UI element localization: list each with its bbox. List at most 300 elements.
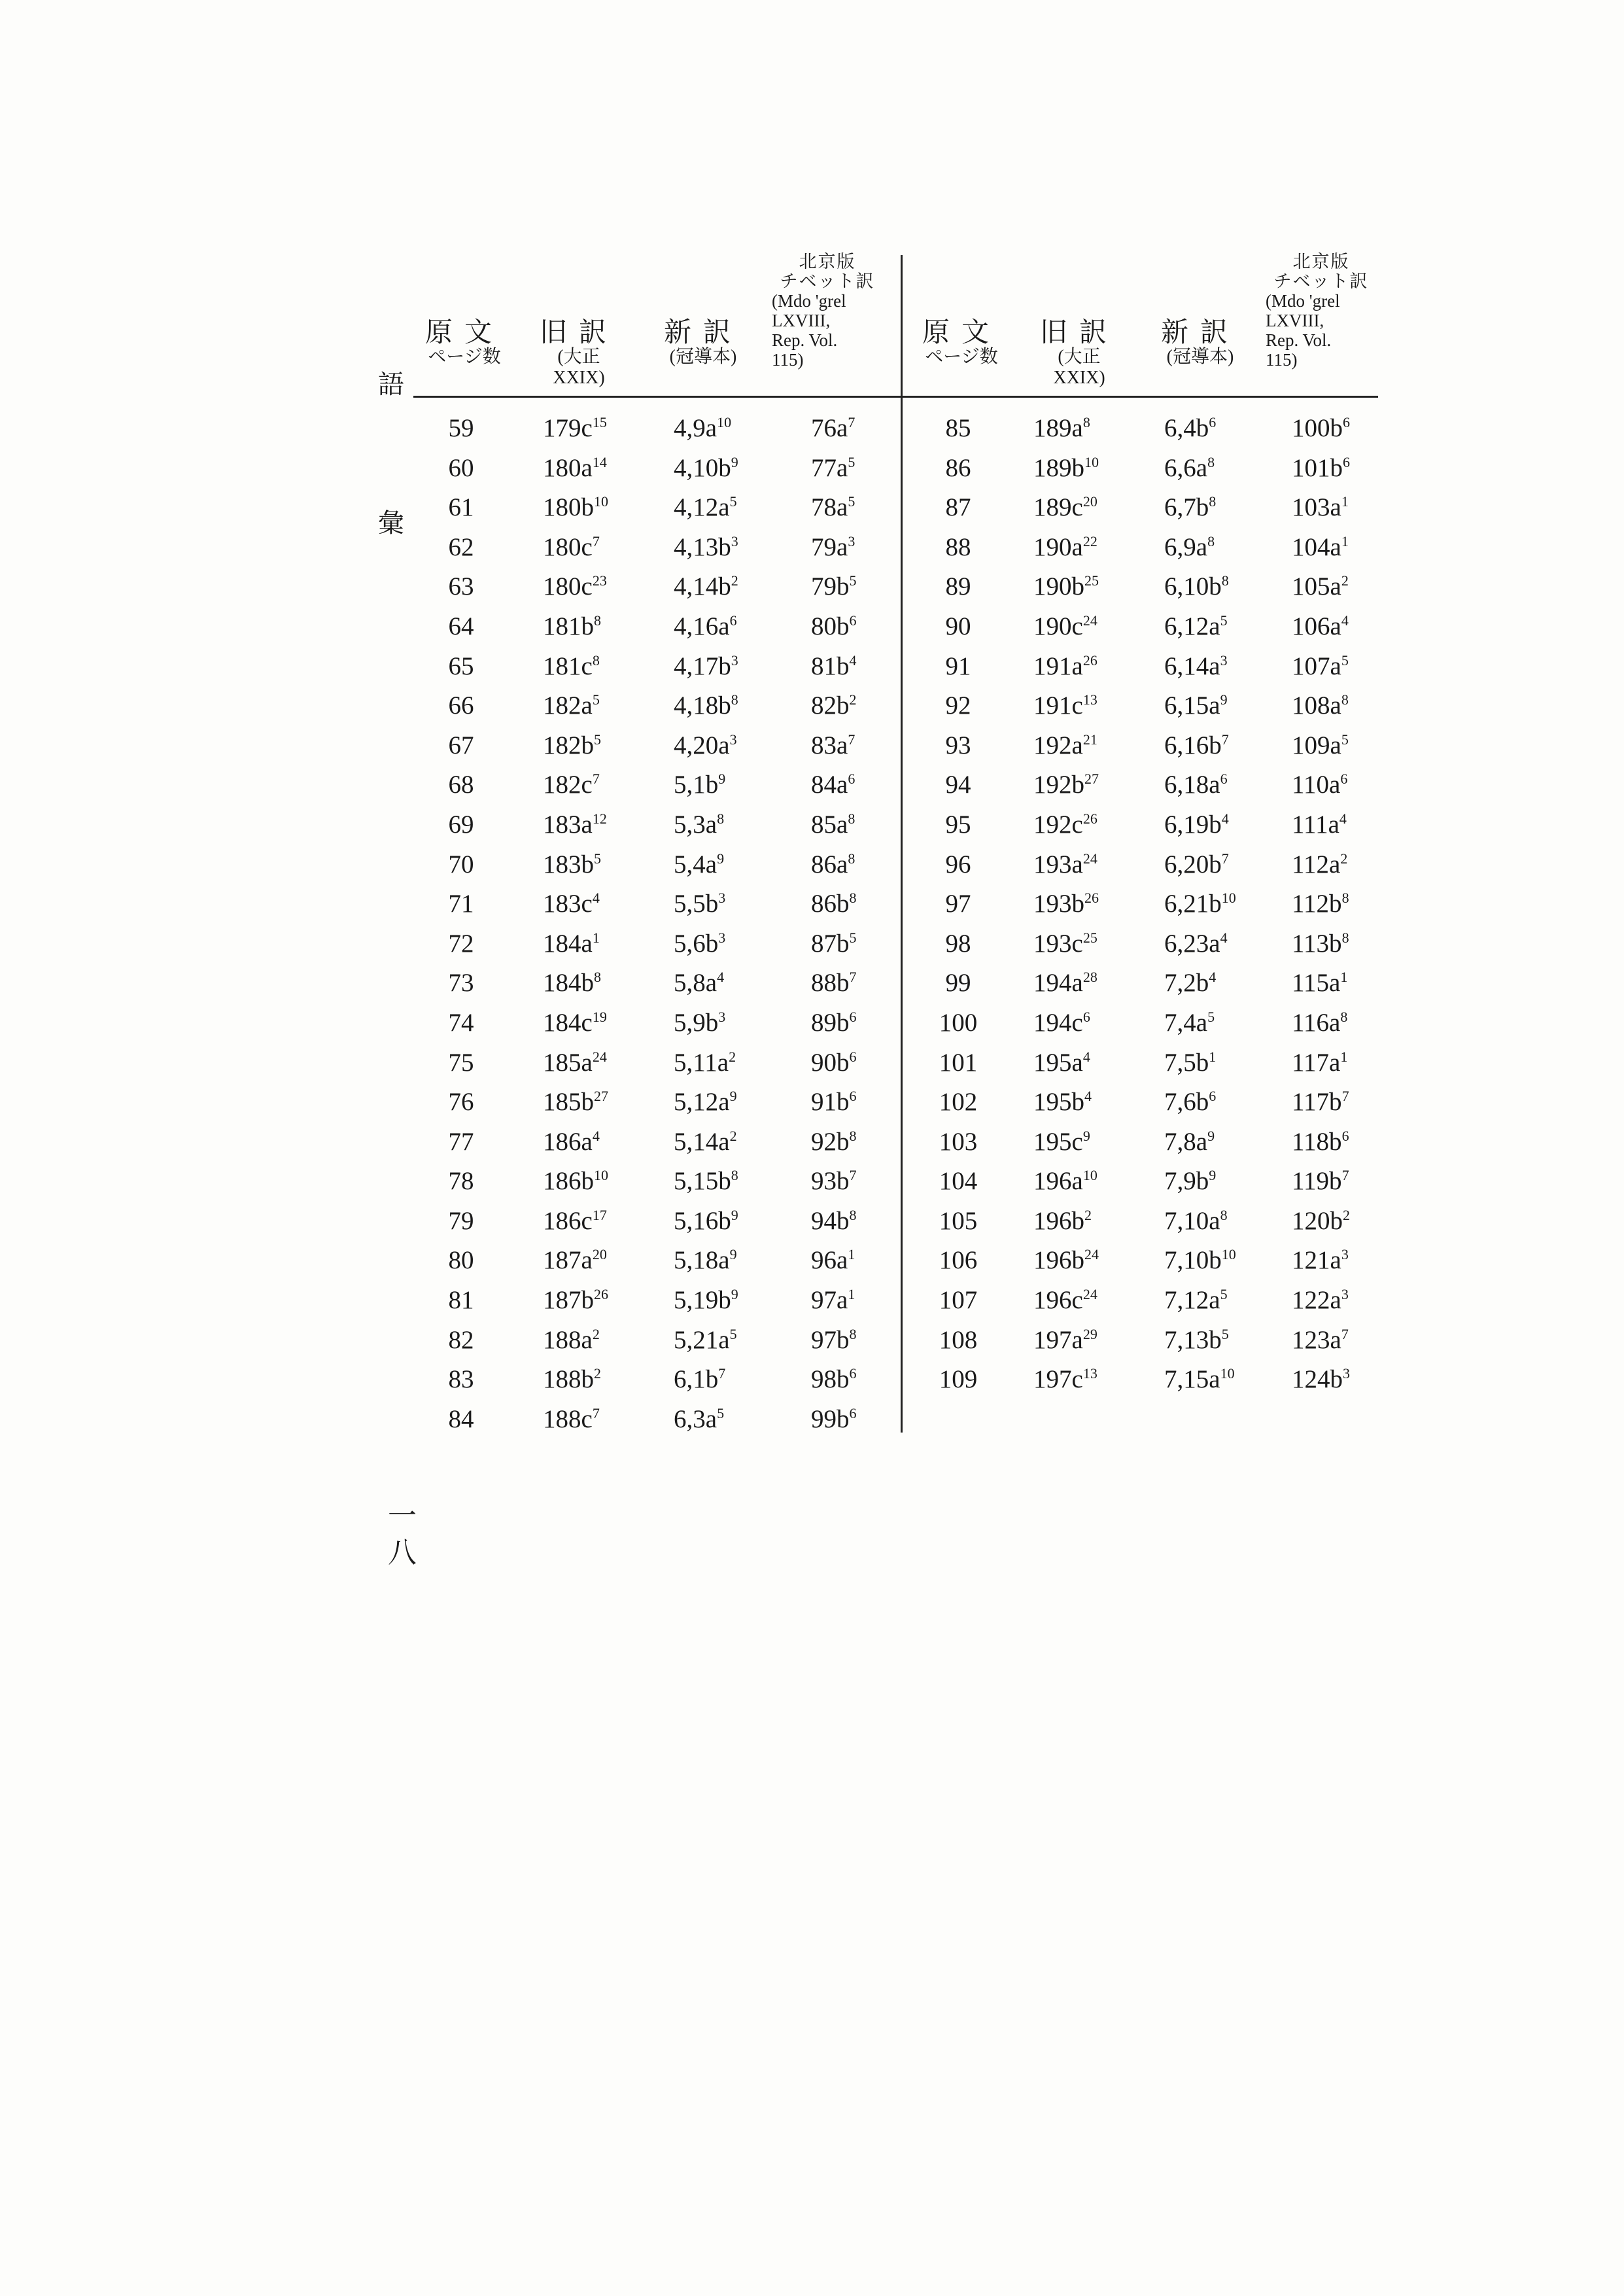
shinyaku-cell: $4,13b^3$ [674, 532, 738, 561]
shinyaku-cell: $7,5b^1$ [1164, 1048, 1217, 1077]
kyuyaku-cell: $195b^4$ [1033, 1088, 1092, 1117]
page-number-cell: 61 [448, 493, 474, 522]
peking-cell: $94b^8$ [811, 1206, 857, 1235]
shinyaku-cell-superscript: 8 [1207, 453, 1215, 470]
peking-cell-superscript: 7 [1341, 1325, 1349, 1342]
shinyaku-cell-superscript: 4 [1220, 929, 1228, 946]
shinyaku-cell-superscript: 2 [729, 1127, 737, 1144]
shinyaku-cell-superscript: 8 [731, 1167, 738, 1184]
peking-cell-superscript: 8 [1341, 929, 1349, 946]
peking-cell: $98b^6$ [811, 1365, 857, 1394]
peking-cell-superscript: 7 [848, 414, 855, 430]
shinyaku-cell: $7,15a^{10}$ [1164, 1365, 1235, 1394]
shinyaku-cell-superscript: 5 [1207, 1008, 1215, 1025]
peking-cell: $105a^2$ [1292, 572, 1349, 601]
shinyaku-cell: $5,6b^3$ [674, 929, 726, 958]
page-number-cell: 105 [939, 1206, 978, 1235]
kyuyaku-cell: $185a^{24}$ [543, 1048, 607, 1077]
header-genbun: 原文 ページ数 [424, 318, 504, 367]
shinyaku-cell-superscript: 6 [729, 612, 737, 629]
peking-cell-superscript: 6 [849, 1365, 857, 1382]
peking-cell-superscript: 2 [1343, 1206, 1350, 1223]
peking-cell-superscript: 7 [849, 1167, 857, 1184]
shinyaku-cell-superscript: 8 [717, 810, 725, 827]
kyuyaku-cell-superscript: 8 [594, 612, 601, 629]
shinyaku-cell: $4,9a^{10}$ [674, 414, 732, 442]
peking-cell: $81b^4$ [811, 652, 857, 680]
shinyaku-cell-superscript: 5 [729, 493, 737, 510]
page-number-cell: 109 [939, 1365, 978, 1394]
peking-cell-superscript: 5 [849, 929, 857, 946]
shinyaku-cell: $6,10b^8$ [1164, 572, 1229, 601]
kyuyaku-cell: $189c^{20}$ [1033, 493, 1097, 522]
kyuyaku-cell: $197a^{29}$ [1033, 1325, 1097, 1354]
page-number-cell: 93 [945, 731, 971, 759]
shinyaku-cell: $5,3a^8$ [674, 810, 725, 839]
kyuyaku-cell: $190c^{24}$ [1033, 612, 1097, 640]
peking-cell: $123a^7$ [1292, 1325, 1349, 1354]
peking-cell-superscript: 8 [848, 850, 855, 867]
page-number-cell: 106 [939, 1246, 978, 1275]
peking-cell-superscript: 8 [849, 1206, 857, 1223]
page-number-cell: 91 [945, 652, 971, 680]
kyuyaku-cell: $188a^2$ [543, 1325, 600, 1354]
kyuyaku-cell: $189b^{10}$ [1033, 453, 1099, 482]
kyuyaku-cell: $190b^{25}$ [1033, 572, 1099, 601]
header-peking: 北京版 チベット訳 (Mdo 'grel LXVIII, Rep. Vol. 115) [772, 252, 875, 370]
shinyaku-cell-superscript: 2 [731, 572, 738, 589]
shinyaku-cell: $6,4b^6$ [1164, 414, 1217, 442]
page-number: 一八 [388, 1500, 417, 1569]
peking-cell: $107a^5$ [1292, 652, 1349, 680]
shinyaku-cell-superscript: 3 [718, 890, 726, 907]
peking-cell: $117b^7$ [1292, 1088, 1349, 1117]
shinyaku-cell-superscript: 4 [717, 969, 725, 986]
kyuyaku-cell-superscript: 21 [1082, 731, 1097, 748]
kyuyaku-cell: $186c^{17}$ [543, 1206, 607, 1235]
page-number-cell: 108 [939, 1325, 978, 1354]
kyuyaku-cell-superscript: 22 [1082, 532, 1097, 549]
page-number-cell: 70 [448, 850, 474, 878]
peking-cell-superscript: 6 [1340, 771, 1348, 788]
shinyaku-cell-superscript: 9 [729, 1088, 737, 1105]
table-header-right [0, 252, 1624, 392]
shinyaku-cell-superscript: 7 [1221, 850, 1229, 867]
peking-cell-superscript: 2 [1341, 572, 1349, 589]
shinyaku-cell: $4,20a^3$ [674, 731, 737, 759]
shinyaku-cell-superscript: 8 [1220, 1206, 1228, 1223]
shinyaku-cell-superscript: 9 [718, 771, 726, 788]
peking-cell: $118b^6$ [1292, 1127, 1349, 1156]
peking-cell: $92b^8$ [811, 1127, 857, 1156]
shinyaku-cell: $5,14a^2$ [674, 1127, 737, 1156]
peking-cell-superscript: 7 [1341, 1167, 1349, 1184]
kyuyaku-cell-superscript: 10 [594, 1167, 608, 1184]
shinyaku-cell-superscript: 1 [1209, 1048, 1217, 1065]
peking-cell-superscript: 2 [1340, 850, 1348, 867]
shinyaku-cell: $4,16a^6$ [674, 612, 737, 640]
kyuyaku-cell-superscript: 20 [1082, 493, 1097, 510]
peking-cell: $116a^8$ [1292, 1008, 1348, 1037]
shinyaku-cell: $7,13b^5$ [1164, 1325, 1229, 1354]
page-number-cell: 77 [448, 1127, 474, 1156]
shinyaku-cell: $5,11a^2$ [674, 1048, 736, 1077]
kyuyaku-cell: $187a^{20}$ [543, 1246, 607, 1275]
kyuyaku-cell: $180c^{23}$ [543, 572, 607, 601]
page-number-cell: 76 [448, 1088, 474, 1117]
shinyaku-cell-superscript: 5 [1221, 1325, 1229, 1342]
shinyaku-cell-superscript: 10 [717, 414, 732, 430]
kyuyaku-cell-superscript: 29 [1082, 1325, 1097, 1342]
shinyaku-cell-superscript: 9 [731, 1286, 738, 1303]
kyuyaku-cell: $193b^{26}$ [1033, 890, 1099, 918]
kyuyaku-cell-superscript: 10 [594, 493, 608, 510]
kyuyaku-cell: $183c^4$ [543, 890, 600, 918]
header-shinyaku-right: 新訳 (冠導本) [1160, 318, 1239, 367]
kyuyaku-cell-superscript: 24 [1084, 1246, 1099, 1263]
shinyaku-cell-superscript: 9 [731, 1206, 738, 1223]
peking-cell: $100b^6$ [1292, 414, 1350, 442]
shinyaku-cell: $4,14b^2$ [674, 572, 738, 601]
peking-cell-superscript: 3 [848, 532, 855, 549]
page-number-cell: 68 [448, 771, 474, 799]
kyuyaku-cell: $192a^{21}$ [1033, 731, 1097, 759]
shinyaku-cell: $6,21b^{10}$ [1164, 890, 1236, 918]
peking-cell: $83a^7$ [811, 731, 855, 759]
peking-cell: $106a^4$ [1292, 612, 1349, 640]
shinyaku-cell: $5,18a^9$ [674, 1246, 737, 1275]
shinyaku-cell-superscript: 9 [1209, 1167, 1217, 1184]
shinyaku-cell: $4,17b^3$ [674, 652, 738, 680]
kyuyaku-cell: $189a^8$ [1033, 414, 1090, 442]
page-number-cell: 66 [448, 691, 474, 720]
kyuyaku-cell-superscript: 8 [1082, 414, 1090, 430]
page-number-cell: 94 [945, 771, 971, 799]
shinyaku-cell: $5,12a^9$ [674, 1088, 737, 1117]
kyuyaku-cell: $184a^1$ [543, 929, 600, 958]
shinyaku-cell-superscript: 5 [1220, 612, 1228, 629]
kyuyaku-cell: $191a^{26}$ [1033, 652, 1097, 680]
shinyaku-cell: $6,18a^6$ [1164, 771, 1228, 799]
peking-cell: $88b^7$ [811, 969, 857, 998]
shinyaku-cell: $5,8a^4$ [674, 969, 725, 998]
shinyaku-cell: $6,7b^8$ [1164, 493, 1217, 522]
kyuyaku-cell: $182a^5$ [543, 691, 600, 720]
peking-cell-superscript: 8 [849, 1127, 857, 1144]
peking-cell: $80b^6$ [811, 612, 857, 640]
kyuyaku-cell-superscript: 9 [1082, 1127, 1090, 1144]
peking-cell-superscript: 1 [1340, 969, 1348, 986]
kyuyaku-cell: $185b^{27}$ [543, 1088, 608, 1117]
page-number-cell: 64 [448, 612, 474, 640]
page-number-cell: 98 [945, 929, 971, 958]
kyuyaku-cell: $188c^7$ [543, 1404, 600, 1433]
header-shinyaku: 新訳 (冠導本) [663, 318, 742, 367]
kyuyaku-cell: $187b^{26}$ [543, 1286, 608, 1315]
kyuyaku-cell-superscript: 2 [594, 1365, 601, 1382]
page-number-cell: 80 [448, 1246, 474, 1275]
shinyaku-cell-superscript: 3 [718, 929, 726, 946]
page-number-cell: 81 [448, 1286, 474, 1315]
peking-cell: $117a^1$ [1292, 1048, 1348, 1077]
kyuyaku-cell: $195c^9$ [1033, 1127, 1090, 1156]
peking-cell-superscript: 2 [849, 691, 857, 708]
peking-cell-superscript: 1 [848, 1286, 855, 1303]
page-number-cell: 85 [945, 414, 971, 442]
kyuyaku-cell: $184b^8$ [543, 969, 601, 998]
shinyaku-cell: $5,15b^8$ [674, 1167, 738, 1196]
kyuyaku-cell-superscript: 19 [592, 1008, 607, 1025]
kyuyaku-cell-superscript: 14 [592, 453, 607, 470]
shinyaku-cell: $6,14a^3$ [1164, 652, 1228, 680]
kyuyaku-cell: $192c^{26}$ [1033, 810, 1097, 839]
peking-cell-superscript: 4 [1339, 810, 1347, 827]
kyuyaku-cell-superscript: 6 [1082, 1008, 1090, 1025]
peking-cell: $119b^7$ [1292, 1167, 1349, 1196]
peking-cell: $111a^4$ [1292, 810, 1347, 839]
shinyaku-cell-superscript: 3 [1220, 652, 1228, 669]
peking-cell-superscript: 6 [849, 1008, 857, 1025]
shinyaku-cell-superscript: 9 [1220, 691, 1228, 708]
page-number-cell: 90 [945, 612, 971, 640]
page-number-cell: 101 [939, 1048, 978, 1077]
shinyaku-cell-superscript: 3 [731, 532, 738, 549]
peking-cell: $79b^5$ [811, 572, 857, 601]
peking-cell-superscript: 7 [849, 969, 857, 986]
header-rule [413, 396, 1378, 398]
kyuyaku-cell: $195a^4$ [1033, 1048, 1090, 1077]
kyuyaku-cell: $182b^5$ [543, 731, 601, 759]
page-number-cell: 107 [939, 1286, 978, 1315]
peking-cell: $86b^8$ [811, 890, 857, 918]
page-number-cell: 67 [448, 731, 474, 759]
peking-cell-superscript: 6 [1343, 414, 1350, 430]
kyuyaku-cell: $196b^{24}$ [1033, 1246, 1099, 1275]
peking-cell-superscript: 8 [1341, 691, 1349, 708]
peking-cell: $78a^5$ [811, 493, 855, 522]
shinyaku-cell-superscript: 9 [729, 1246, 737, 1263]
kyuyaku-cell-superscript: 4 [592, 1127, 600, 1144]
peking-cell: $87b^5$ [811, 929, 857, 958]
kyuyaku-cell: $181b^8$ [543, 612, 601, 640]
shinyaku-cell-superscript: 6 [1209, 1088, 1217, 1105]
kyuyaku-cell-superscript: 26 [1082, 810, 1097, 827]
peking-cell: $96a^1$ [811, 1246, 855, 1275]
shinyaku-cell-superscript: 5 [1220, 1286, 1228, 1303]
peking-cell-superscript: 4 [1341, 612, 1349, 629]
peking-cell-superscript: 4 [849, 652, 857, 669]
peking-cell-superscript: 7 [848, 731, 855, 748]
shinyaku-cell-superscript: 10 [1221, 1246, 1236, 1263]
peking-cell: $110a^6$ [1292, 771, 1348, 799]
page-number-cell: 89 [945, 572, 971, 601]
shinyaku-cell-superscript: 8 [1207, 532, 1215, 549]
shinyaku-cell: $6,20b^7$ [1164, 850, 1229, 878]
kyuyaku-cell-superscript: 1 [592, 929, 600, 946]
shinyaku-cell: $4,18b^8$ [674, 691, 738, 720]
kyuyaku-cell-superscript: 8 [594, 969, 601, 986]
page-number-cell: 65 [448, 652, 474, 680]
kyuyaku-cell: $190a^{22}$ [1033, 532, 1097, 561]
peking-cell-superscript: 8 [849, 1325, 857, 1342]
kyuyaku-cell-superscript: 10 [1084, 453, 1099, 470]
shinyaku-cell: $6,9a^8$ [1164, 532, 1215, 561]
peking-cell: $79a^3$ [811, 532, 855, 561]
page-number-cell: 63 [448, 572, 474, 601]
kyuyaku-cell-superscript: 20 [592, 1246, 607, 1263]
page-number-cell: 103 [939, 1127, 978, 1156]
kyuyaku-cell: $196a^{10}$ [1033, 1167, 1097, 1196]
shinyaku-cell: $7,4a^5$ [1164, 1008, 1215, 1037]
shinyaku-cell-superscript: 3 [729, 731, 737, 748]
kyuyaku-cell: $180c^7$ [543, 532, 600, 561]
kyuyaku-cell-superscript: 24 [592, 1048, 607, 1065]
shinyaku-cell: $5,19b^9$ [674, 1286, 738, 1315]
shinyaku-cell: $5,1b^9$ [674, 771, 726, 799]
peking-cell-superscript: 5 [1341, 731, 1349, 748]
peking-cell-superscript: 5 [848, 453, 855, 470]
side-label-mid: 彙 [378, 508, 404, 538]
kyuyaku-cell-superscript: 10 [1082, 1167, 1097, 1184]
kyuyaku-cell-superscript: 4 [1084, 1088, 1092, 1105]
kyuyaku-cell-superscript: 4 [1082, 1048, 1090, 1065]
shinyaku-cell: $5,21a^5$ [674, 1325, 737, 1354]
peking-cell-superscript: 5 [1341, 652, 1349, 669]
shinyaku-cell: $6,12a^5$ [1164, 612, 1228, 640]
peking-cell-superscript: 1 [848, 1246, 855, 1263]
peking-cell: $120b^2$ [1292, 1206, 1350, 1235]
peking-cell-superscript: 8 [1340, 1008, 1348, 1025]
peking-cell-superscript: 3 [1341, 1286, 1349, 1303]
kyuyaku-cell-superscript: 2 [592, 1325, 600, 1342]
kyuyaku-cell-superscript: 24 [1082, 1286, 1097, 1303]
kyuyaku-cell-superscript: 25 [1084, 572, 1099, 589]
page-number-cell: 73 [448, 969, 474, 998]
page-number-cell: 79 [448, 1206, 474, 1235]
peking-cell: $99b^6$ [811, 1404, 857, 1433]
kyuyaku-cell: $193a^{24}$ [1033, 850, 1097, 878]
kyuyaku-cell: $188b^2$ [543, 1365, 601, 1394]
peking-cell-superscript: 8 [849, 890, 857, 907]
kyuyaku-cell-superscript: 13 [1082, 691, 1097, 708]
shinyaku-cell-superscript: 4 [1221, 810, 1229, 827]
kyuyaku-cell: $194a^{28}$ [1033, 969, 1097, 998]
peking-cell: $121a^3$ [1292, 1246, 1349, 1275]
header-kyuyaku-right: 旧訳 (大正 XXIX) [1039, 318, 1118, 388]
kyuyaku-cell: $180b^{10}$ [543, 493, 608, 522]
page-number-cell: 86 [945, 453, 971, 482]
page-number-cell: 97 [945, 890, 971, 918]
kyuyaku-cell: $180a^{14}$ [543, 453, 607, 482]
kyuyaku-cell: $197c^{13}$ [1033, 1365, 1097, 1394]
kyuyaku-cell-superscript: 26 [594, 1286, 608, 1303]
kyuyaku-cell-superscript: 23 [592, 572, 607, 589]
kyuyaku-cell-superscript: 24 [1082, 850, 1097, 867]
kyuyaku-cell: $183b^5$ [543, 850, 601, 878]
peking-cell-superscript: 1 [1341, 493, 1349, 510]
kyuyaku-cell-superscript: 17 [592, 1206, 607, 1223]
kyuyaku-cell-superscript: 7 [592, 532, 600, 549]
page-number-cell: 71 [448, 890, 474, 918]
peking-cell: $77a^5$ [811, 453, 855, 482]
peking-cell: $109a^5$ [1292, 731, 1349, 759]
peking-cell-superscript: 3 [1341, 1246, 1349, 1263]
shinyaku-cell-superscript: 2 [729, 1048, 736, 1065]
page-number-cell: 95 [945, 810, 971, 839]
column-divider [901, 255, 903, 1433]
shinyaku-cell-superscript: 8 [731, 691, 738, 708]
page-number-cell: 92 [945, 691, 971, 720]
peking-cell-superscript: 7 [1341, 1088, 1349, 1105]
shinyaku-cell: $5,9b^3$ [674, 1008, 726, 1037]
kyuyaku-cell: $186b^{10}$ [543, 1167, 608, 1196]
shinyaku-cell-superscript: 9 [731, 453, 738, 470]
shinyaku-cell-superscript: 8 [1221, 572, 1229, 589]
page-number-cell: 87 [945, 493, 971, 522]
kyuyaku-cell-superscript: 8 [592, 652, 600, 669]
peking-cell-superscript: 6 [1343, 453, 1350, 470]
kyuyaku-cell-superscript: 15 [592, 414, 607, 430]
peking-cell-superscript: 6 [849, 1048, 857, 1065]
peking-cell: $112a^2$ [1292, 850, 1348, 878]
page-number-cell: 72 [448, 929, 474, 958]
peking-cell: $124b^3$ [1292, 1365, 1350, 1394]
page-number-cell: 104 [939, 1167, 978, 1196]
shinyaku-cell-superscript: 6 [1209, 414, 1217, 430]
peking-cell-superscript: 8 [1341, 890, 1349, 907]
kyuyaku-cell: $196c^{24}$ [1033, 1286, 1097, 1315]
shinyaku-cell: $7,8a^9$ [1164, 1127, 1215, 1156]
page-number-cell: 60 [448, 453, 474, 482]
shinyaku-cell-superscript: 6 [1220, 771, 1228, 788]
page-number-cell: 100 [939, 1008, 978, 1037]
shinyaku-cell: $6,15a^9$ [1164, 691, 1228, 720]
shinyaku-cell: $6,3a^5$ [674, 1404, 725, 1433]
peking-cell: $122a^3$ [1292, 1286, 1349, 1315]
shinyaku-cell: $6,23a^4$ [1164, 929, 1228, 958]
kyuyaku-cell-superscript: 26 [1082, 652, 1097, 669]
kyuyaku-cell-superscript: 7 [592, 771, 600, 788]
peking-cell: $103a^1$ [1292, 493, 1349, 522]
peking-cell: $91b^6$ [811, 1088, 857, 1117]
side-label-top: 語 [378, 370, 404, 399]
peking-cell: $86a^8$ [811, 850, 855, 878]
shinyaku-cell-superscript: 9 [1207, 1127, 1215, 1144]
kyuyaku-cell-superscript: 5 [592, 691, 600, 708]
peking-cell-superscript: 8 [848, 810, 855, 827]
peking-cell: $104a^1$ [1292, 532, 1349, 561]
shinyaku-cell: $7,2b^4$ [1164, 969, 1217, 998]
shinyaku-cell: $7,10a^8$ [1164, 1206, 1228, 1235]
peking-cell: $115a^1$ [1292, 969, 1348, 998]
kyuyaku-cell-superscript: 24 [1082, 612, 1097, 629]
shinyaku-cell: $6,19b^4$ [1164, 810, 1229, 839]
kyuyaku-cell-superscript: 27 [1084, 771, 1099, 788]
shinyaku-cell-superscript: 7 [1221, 731, 1229, 748]
peking-cell: $112b^8$ [1292, 890, 1349, 918]
shinyaku-cell-superscript: 5 [729, 1325, 737, 1342]
shinyaku-cell: $5,16b^9$ [674, 1206, 738, 1235]
header-kyuyaku: 旧訳 (大正 XXIX) [539, 318, 618, 388]
kyuyaku-cell: $191c^{13}$ [1033, 691, 1097, 720]
shinyaku-cell: $6,6a^8$ [1164, 453, 1215, 482]
kyuyaku-cell-superscript: 13 [1082, 1365, 1097, 1382]
peking-cell-superscript: 6 [849, 1404, 857, 1421]
shinyaku-cell: $7,10b^{10}$ [1164, 1246, 1236, 1275]
page-number-cell: 62 [448, 532, 474, 561]
shinyaku-cell: $7,9b^9$ [1164, 1167, 1217, 1196]
peking-cell: $93b^7$ [811, 1167, 857, 1196]
